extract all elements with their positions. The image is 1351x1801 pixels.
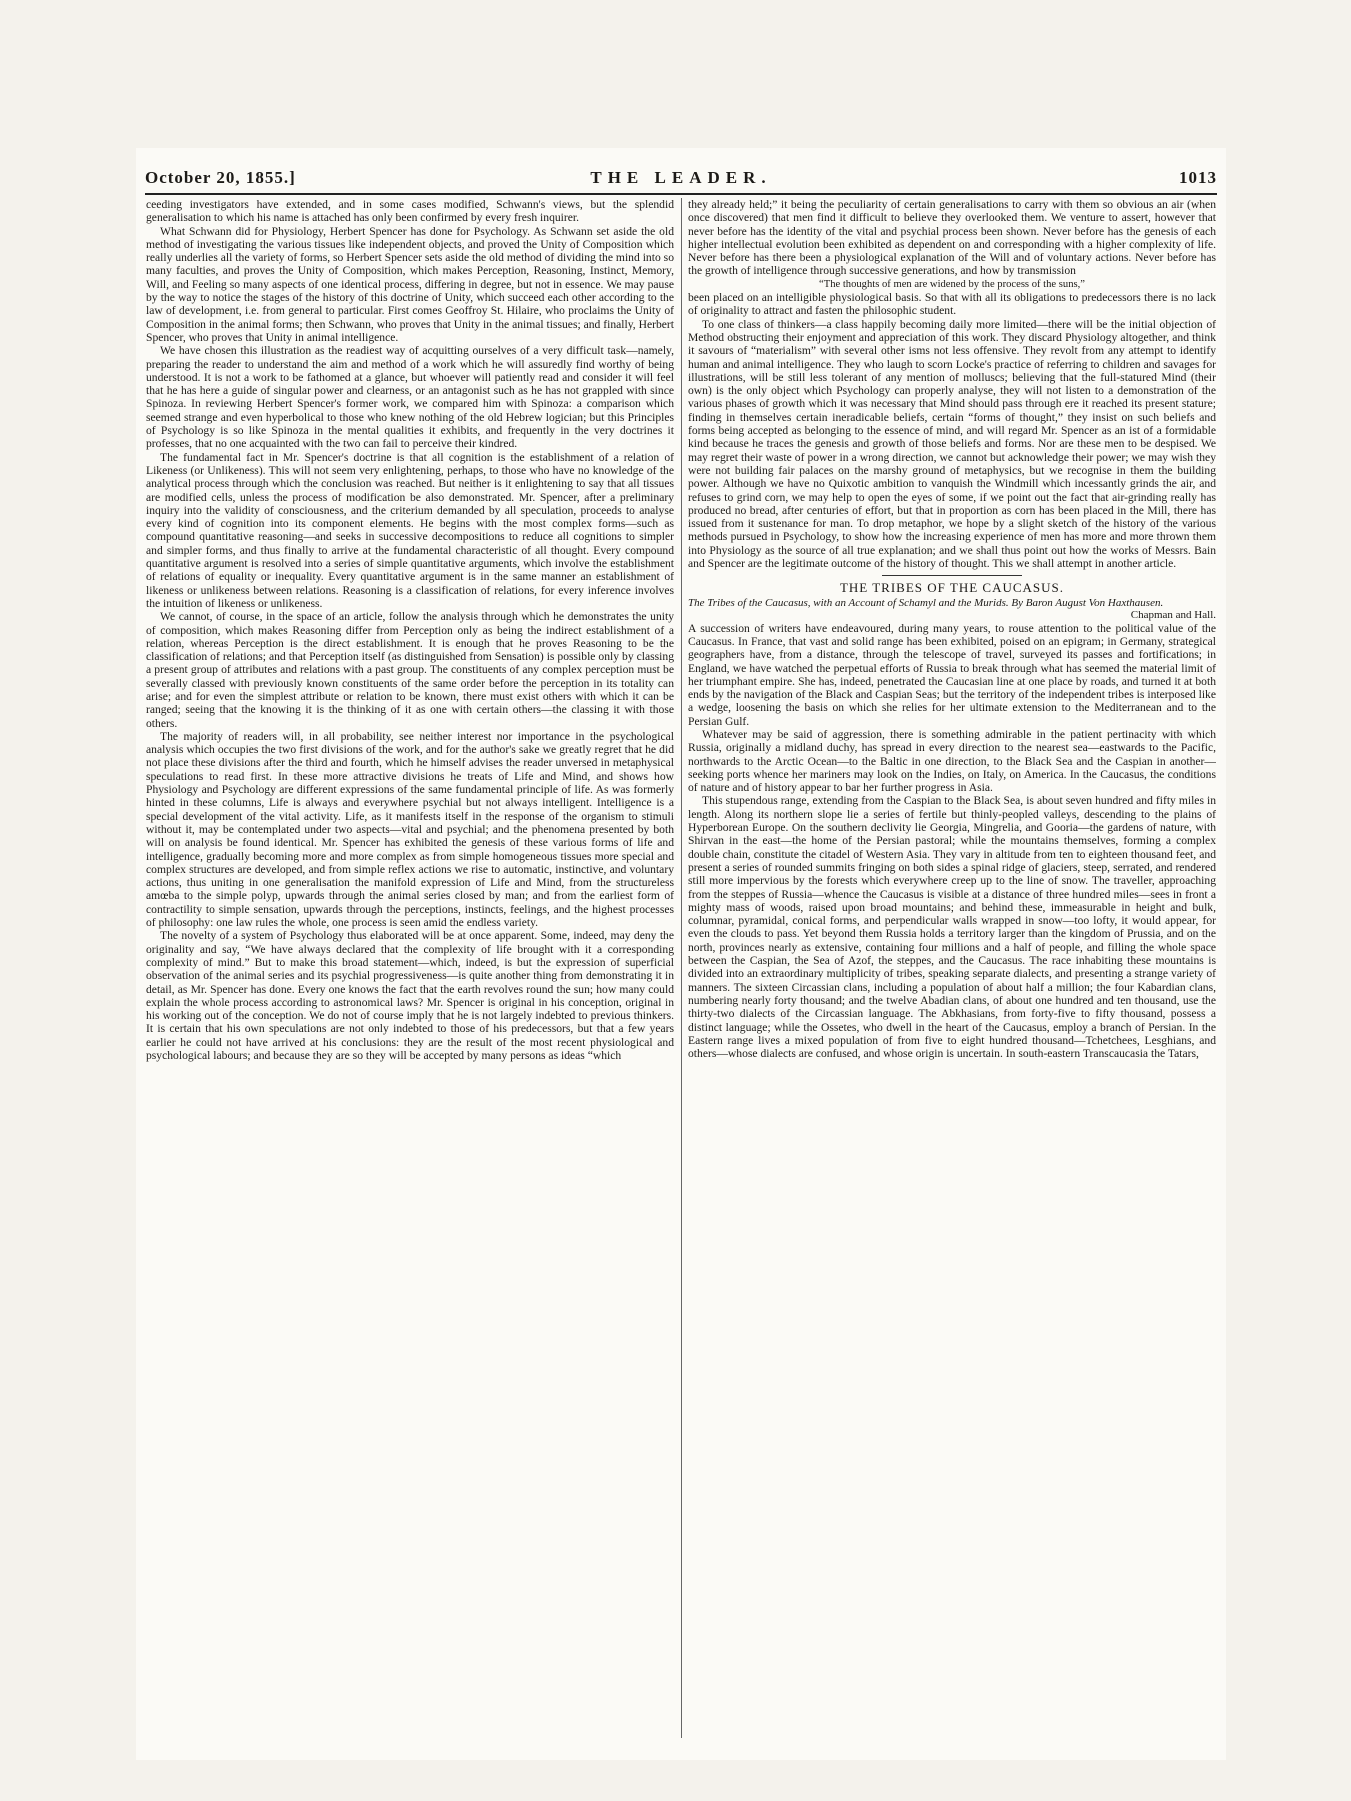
newspaper-title: THE LEADER. [590, 168, 772, 187]
right-column [688, 198, 1216, 1743]
publisher: Chapman and Hall. [1130, 609, 1216, 622]
column-divider [681, 198, 682, 1738]
paragraph: We have chosen this illustration as the readiest way of acquitting ourselves of a very difficult task—namely, preparing the reader to understand the aim and method of a work which he will assuredly find worthy of being understood. It is not a work to be fathomed at a glance, but whoever will patiently read and consider it will feel that he has here a guide of singular power and clearness, or an antagonist such as he has not grappled with since Spinoza. In reviewing Herbert Spencer's former work, we compared him with Spinoza: a comparison which seemed strange and even hyperbolical to those who knew nothing of the old Hebrew logician; but this Principles of Psychology is so like Spinoza in the mental qualities it exhibits, and frequently in the very doctrines it professes, that no one acquainted with the two can fail to perceive their kindred. [146, 344, 674, 451]
paragraph: The novelty of a system of Psychology thus elaborated will be at once apparent. Some, indeed, may deny the originality and say, “We have always declared that the complexity of life brought with it a corresponding complexity of mind.” But to make this broad statement—which, indeed, is but the expression of superficial observation of the animal series and its psychial progressiveness—is quite another thing from demonstrating it in detail, as Mr. Spencer has done. Every one knows the fact that the earth revolves round the sun; how many could explain the whole process according to astronomical laws? Mr. Spencer is original in his conception, original in his working out of the conception. We do not of course imply that he is not largely indebted to previous thinkers. It is certain that his own speculations are not only indebted to those of his predecessors, but that a few years earlier he could not have arrived at his conclusions: they are the result of the most recent physiological and psychological labours; and because they are so they will be accepted by many persons as ideas “which [146, 929, 674, 1062]
pull-quote: “The thoughts of men are widened by the process of the suns,” [819, 278, 1085, 290]
paragraph: The fundamental fact in Mr. Spencer's doctrine is that all cognition is the establishment of a relation of Likeness (or Unlikeness). This will not seem very enlightening, perhaps, to those who have no knowledge of the analytical process through which the conclusion was reached. But neither is it enlightening to say that all tissues are modified cells, unless the process of modification be also demonstrated. Mr. Spencer, after a preliminary inquiry into the validity of consciousness, and the criterium demanded by all speculation, proceeds to analyse every kind of cognition into its component elements. He begins with the most complex forms—such as compound quantitative reasoning—and seeks in successive decompositions to reduce all cognitions to simpler and simpler forms, and thus finally to arrive at the fundamental characteristic of all thought. Every compound quantitative argument is resolved into a series of simple quantitative arguments, which involve the establishment of relations of equality or inequality. Every quantitative argument is in the same manner an establishment of likeness or unlikeness between relations. Reasoning is a classification of relations, for every inference involves the intuition of likeness or unlikeness. [146, 450, 674, 610]
paragraph: A succession of writers have endeavoured, during many years, to rouse attention to the political value of the Caucasus. In France, that vast and solid range has been exhibited, poised on an epigram; in Germany, strategical geographers have, from a distance, through the telescope of travel, surveyed its passes and fortifications; in England, we have watched the perpetual efforts of Russia to break through what has seemed the material limit of her triumphant empire. She has, indeed, penetrated the Caucasian line at one place by roads, and turned it at both ends by the navigation of the Black and Caspian Seas; but the territory of the independent tribes is interposed like a wedge, loosening the basis on which she relies for her ultimate extension to the Mediterranean and to the Persian Gulf. [688, 621, 1216, 728]
masthead [145, 168, 1217, 190]
paragraph: ceeding investigators have extended, and in some cases modified, Schwann's views, but the splendid generalisation to which his name is attached has only been confirmed by every fresh inquirer. [146, 198, 674, 225]
paragraph: What Schwann did for Physiology, Herbert Spencer has done for Psychology. As Schwann set aside the old method of investigating the various tissues like independent objects, and proved the Unity of Composition which really underlies all the variety of forms, so Herbert Spencer sets aside the old method of dividing the mind into so many faculties, and proves the Unity of Composition, which makes Perception, Reasoning, Instinct, Memory, Will, and Feeling so many aspects of one identical process, differing in degree, but not in essence. We may pause by the way to notice the stages of the history of this doctrine of Unity, which succeed each other according to the law of development, i.e. from general to particular. First comes Geoffroy St. Hilaire, who proclaims the Unity of Composition in the animal forms; then Schwann, who proves that Unity in the animal tissues; and finally, Herbert Spencer, who proves that Unity in animal intelligence. [146, 224, 674, 344]
paragraph: The majority of readers will, in all probability, see neither interest nor importance in the psychological analysis which occupies the two first divisions of the work, and for the author's sake we greatly regret that he did not place these divisions after the third and fourth, which he himself advises the reader unversed in metaphysical speculations to read first. In these more attractive divisions he treats of Life and Mind, and shows how Physiology and Psychology are different expressions of the same fundamental principle of life. As was formerly hinted in these columns, Life is always and everywhere psychial but not always intelligent. Intelligence is a special development of the vital activity. Life, as it manifests itself in the response of the organism to stimuli without it, may be contemplated under two aspects—vital and psychial; and the phenomena presented by both will on analysis be found identical. Mr. Spencer has exhibited the genesis of these various forms of life and intelligence, gradually becoming more and more complex as from simple homogeneous tissues more special and complex structures are developed, and from simple reflex actions we rise to automatic, instinctive, and voluntary actions, thus uniting in one generalisation the manifold expression of Life and Mind, from the structureless amœba to the simple polyp, upwards through the animal series closed by man; and from the earliest form of contractility to simple sensation, upwards through the perceptions, instincts, feelings, and the highest processes of philosophy: one law rules the whole, one process is seen amid the endless variety. [146, 729, 674, 930]
header-rule [145, 193, 1217, 195]
article-source [688, 597, 1216, 622]
book-citation: The Tribes of the Caucasus, with an Account of Schamyl and the Murids. By Baron August Von Haxthausen. [688, 596, 1164, 609]
paragraph: Whatever may be said of aggression, there is something admirable in the patient pertinacity with which Russia, originally a midland duchy, has spread in every direction to the nearest sea—eastwards to the Pacific, northwards to the Arctic Ocean—to the Baltic in one direction, to the Black Sea and the Caspian in another—seeking ports whence her mariners may look on the Indies, on Italy, on America. In the Caucasus, the conditions of nature and of history appear to bar her further progress in Asia. [688, 727, 1216, 795]
paragraph: We cannot, of course, in the space of an article, follow the analysis through which he demonstrates the unity of composition, which makes Reasoning differ from Perception only as being the indirect establishment of a relation, whereas Perception is the direct establishment. It is enough that he proves Reasoning to be the classification of relations; and that Perception itself (as distinguished from Sensation) is possible only by classing a present group of attributes and relations with a past group. The constituents of any complex perception must be severally classed with previously known constituents of the same order before the perception in its totality can arise; and for even the simplest attribute or relation to be known, there must exist others with which it can be ranged; seeing that the knowing it is the thinking of it as one with certain others—the classing it with those others. [146, 610, 674, 730]
issue-date: October 20, 1855.] [145, 168, 296, 187]
article-title: THE TRIBES OF THE CAUCASUS. [839, 580, 1065, 596]
left-column [146, 198, 674, 1743]
paragraph: This stupendous range, extending from the Caspian to the Black Sea, is about seven hundred and fifty miles in length. Along its northern slope lie a series of fertile but thinly-peopled valleys, descending to the plains of Hyperborean Europe. On the southern declivity lie Georgia, Mingrelia, and Gooria—the gardens of nature, with Shirvan in the east—the home of the Persian pastoral; while the mountains themselves, forming a complex double chain, constitute the citadel of Western Asia. They vary in altitude from ten to eighteen thousand feet, and present a series of rounded summits fringing on both sides a spinal ridge of glaciers, steep, serrated, and rendered still more impervious by the forests which everywhere creep up to the line of snow. The traveller, approaching from the steppes of Russia—whence the Caucasus is visible at a distance of three hundred miles—sees in front a mighty mass of woods, raised upon broad mountains; and behind these, immeasurable in height and bulk, columnar, pyramidal, conical forms, and perpendicular walls wrapped in snow—too lofty, it would appear, for even the clouds to pass. Yet beyond them Russia holds a territory larger than the kingdom of Prussia, and on the north, provinces nearly as extensive, containing four millions and a half of people, and filling the whole space between the Caspian, the Sea of Azof, the steppes, and the Caucasus. The race inhabiting these mountains is divided into an extraordinary multiplicity of tribes, speaking separate dialects, and presenting a strange variety of manners. The sixteen Circassian clans, including a population of about half a million; the four Kabardian clans, numbering nearly forty thousand; and the twelve Abadian clans, of about one hundred and ten thousand, use the thirty-two dialects of the Circassian language. The Abkhasians, from forty-five to fifty thousand, possess a distinct language; while the Ossetes, who dwell in the heart of the Caucasus, employ a branch of Persian. In the Eastern range lives a mixed population of from five to eight hundred thousand—Tchetchees, Lesghians, and others—whose dialects are confused, and whose origin is uncertain. In south-eastern Transcaucasia the Tatars, [688, 794, 1216, 1061]
paragraph: To one class of thinkers—a class happily becoming daily more limited—there will be the initial objection of Method obstructing their enjoyment and appreciation of this work. They discard Physiology altogether, and think it savours of “materialism” with several other isms not less offensive. They revolt from any attempt to identify human and animal intelligence. They who laugh to scorn Locke's practice of referring to children and savages for illustrations, will be still less tolerant of any mention of molluscs; believing that the full-statured Mind (their own) is the only object which Psychology can properly analyse, they will not listen to a demonstration of the various phases of growth which it was necessary that Mind should pass through ere it reached its present stature; finding in themselves certain ineradicable beliefs, certain “forms of thought,” they insist on such beliefs and forms being accepted as belonging to the essence of mind, and will regard Mr. Spencer as an ist of a formidable kind because he traces the genesis and growth of those beliefs and forms. Nor are these men to be despised. We may regret their waste of power in a wrong direction, we cannot but acknowledge their power; we may wish they were not building fair palaces on the marshy ground of metaphysics, but we recognise in them the building power. Although we have no Quixotic ambition to vanquish the Windmill which incessantly grinds the air, and refuses to grind corn, we may help to open the eyes of some, if we point out the fact that air-grinding really has produced no bread, after centuries of effort, but that in proportion as corn has been placed in the Mill, there has issued from it sustenance for man. To drop metaphor, we hope by a slight sketch of the history of the various methods pursued in Psychology, to show how the increasing experience of men has more and more thrown them into Physiology as the source of all true explanation; and we shall thus point out how the works of Messrs. Bain and Spencer are the legitimate outcome of the history of thought. This we shall attempt in another article. [688, 317, 1216, 571]
section-divider [882, 575, 1022, 576]
paragraph: been placed on an intelligible physiological basis. So that with all its obligations to predecessors there is no lack of originality to attract and fasten the philosophic student. [688, 291, 1216, 318]
page-number: 1013 [1179, 168, 1217, 187]
paragraph: they already held;” it being the peculiarity of certain generalisations to carry with them so obvious an air (when once discovered) that men find it difficult to believe they overlooked them. We venture to assert, however that never before has the identity of the vital and psychial process been shown. Never before has the genesis of each higher intellectual evolution been exhibited as dependent on and corresponding with a higher complexity of life. Never before has there been a physiological explanation of the Will and of voluntary actions. Never before has the growth of intelligence through successive generations, and how by transmission [688, 198, 1216, 278]
